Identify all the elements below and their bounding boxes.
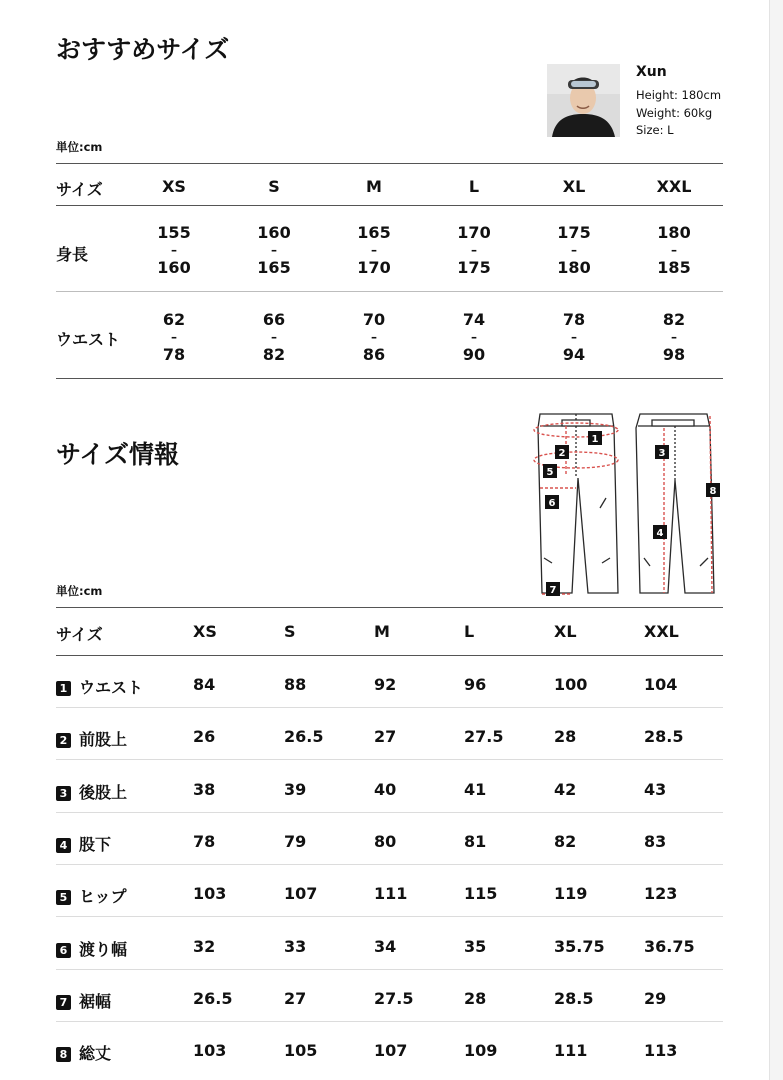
- size-info-cell: 28: [464, 989, 487, 1008]
- size-info-cell: 32: [193, 937, 216, 956]
- measure-name: 総丈: [79, 1044, 112, 1063]
- svg-text:2: 2: [558, 448, 566, 459]
- size-info-cell: 82: [554, 832, 577, 851]
- recommended-header-label: サイズ: [56, 180, 103, 199]
- svg-text:7: 7: [549, 585, 557, 596]
- size-info-cell: 27: [374, 727, 397, 746]
- size-info-cell: 105: [284, 1041, 318, 1060]
- height-range-xxl: 180 – 185: [657, 223, 691, 277]
- size-info-cell: 80: [374, 832, 397, 851]
- size-header-l: L: [468, 177, 480, 196]
- size-header-s: S: [268, 177, 280, 196]
- size-info-title: サイズ情報: [56, 440, 180, 469]
- divider: [56, 812, 723, 813]
- size-info-header-s: S: [284, 622, 296, 641]
- divider: [56, 163, 723, 164]
- height-range-xs: 155 – 160: [157, 223, 191, 277]
- divider: [56, 759, 723, 760]
- svg-text:6: 6: [548, 498, 556, 509]
- divider: [56, 916, 723, 917]
- size-info-cell: 81: [464, 832, 487, 851]
- measure-name: 渡り幅: [79, 940, 128, 959]
- size-info-row-label: [56, 884, 127, 907]
- size-info-cell: 34: [374, 937, 397, 956]
- size-info-cell: 35.75: [554, 937, 605, 956]
- size-info-cell: 109: [464, 1041, 498, 1060]
- size-info-row-label: [56, 780, 127, 803]
- row-label-waist: ウエスト: [56, 330, 121, 349]
- size-info-cell: 83: [644, 832, 667, 851]
- size-info-cell: 104: [644, 675, 678, 694]
- measure-name: 裾幅: [79, 992, 112, 1011]
- size-info-cell: 84: [193, 675, 216, 694]
- measure-number-badge: 3: [56, 786, 71, 801]
- height-range-m: 165 – 170: [357, 223, 391, 277]
- svg-text:8: 8: [709, 486, 717, 497]
- size-info-cell: 100: [554, 675, 588, 694]
- size-info-cell: 26.5: [193, 989, 233, 1008]
- waist-range-xxl: 82 – 98: [662, 310, 686, 364]
- size-info-cell: 92: [374, 675, 397, 694]
- size-info-header-xl: XL: [554, 622, 577, 641]
- size-info-header-xs: XS: [193, 622, 217, 641]
- divider: [56, 707, 723, 708]
- size-info-cell: 107: [374, 1041, 408, 1060]
- size-info-cell: 88: [284, 675, 307, 694]
- size-header-xxl: XXL: [656, 177, 692, 196]
- measure-name: 後股上: [79, 783, 128, 802]
- svg-text:3: 3: [658, 448, 666, 459]
- size-info-cell: 27: [284, 989, 307, 1008]
- size-info-header-xxl: XXL: [644, 622, 679, 641]
- size-info-row-label: [56, 727, 127, 750]
- waist-range-m: 70 – 86: [362, 310, 386, 364]
- height-range-l: 170 – 175: [457, 223, 491, 277]
- size-info-row-label: [56, 1041, 111, 1064]
- size-header-xl: XL: [562, 177, 586, 196]
- divider: [56, 291, 723, 292]
- height-range-xl: 175 – 180: [557, 223, 591, 277]
- size-info-cell: 119: [554, 884, 588, 903]
- waist-range-l: 74 – 90: [462, 310, 486, 364]
- measure-number-badge: 7: [56, 995, 71, 1010]
- model-height: Height: 180cm: [636, 88, 722, 102]
- size-info-cell: 107: [284, 884, 318, 903]
- size-info-cell: 123: [644, 884, 678, 903]
- measure-number-badge: 8: [56, 1047, 71, 1062]
- measure-number-badge: 2: [56, 733, 71, 748]
- size-info-row-label: [56, 675, 143, 698]
- pants-measurement-diagram-icon: [522, 408, 727, 603]
- measure-name: 股下: [79, 835, 112, 854]
- size-info-cell: 35: [464, 937, 487, 956]
- svg-text:1: 1: [591, 434, 599, 445]
- size-info-cell: 27.5: [374, 989, 414, 1008]
- model-weight: Weight: 60kg: [636, 106, 713, 120]
- scroll-edge: [770, 0, 783, 1080]
- model-avatar: [547, 64, 620, 137]
- size-info-cell: 28.5: [644, 727, 684, 746]
- size-info-cell: 26.5: [284, 727, 324, 746]
- height-range-s: 160 – 165: [257, 223, 291, 277]
- recommended-unit: 単位:cm: [56, 140, 103, 154]
- size-info-cell: 96: [464, 675, 487, 694]
- divider: [56, 378, 723, 379]
- size-info-cell: 111: [374, 884, 408, 903]
- size-info-cell: 78: [193, 832, 216, 851]
- size-info-header-label: サイズ: [56, 625, 103, 644]
- divider: [56, 205, 723, 206]
- measure-name: 前股上: [79, 730, 128, 749]
- size-info-cell: 41: [464, 780, 487, 799]
- measure-number-badge: 1: [56, 681, 71, 696]
- size-info-cell: 28: [554, 727, 577, 746]
- size-info-cell: 29: [644, 989, 667, 1008]
- size-info-cell: 38: [193, 780, 216, 799]
- model-size: Size: L: [636, 123, 674, 137]
- size-info-cell: 28.5: [554, 989, 594, 1008]
- measure-number-badge: 4: [56, 838, 71, 853]
- size-info-cell: 103: [193, 884, 227, 903]
- size-info-cell: 33: [284, 937, 307, 956]
- measure-number-badge: 6: [56, 943, 71, 958]
- size-info-cell: 103: [193, 1041, 227, 1060]
- waist-range-xl: 78 – 94: [562, 310, 586, 364]
- size-info-row-label: [56, 937, 127, 960]
- divider: [56, 1021, 723, 1022]
- size-info-cell: 36.75: [644, 937, 695, 956]
- recommended-size-title: おすすめサイズ: [56, 35, 230, 64]
- size-info-cell: 111: [554, 1041, 588, 1060]
- divider: [56, 864, 723, 865]
- size-header-xs: XS: [162, 177, 186, 196]
- size-info-header-l: L: [464, 622, 475, 641]
- waist-range-xs: 62 – 78: [162, 310, 186, 364]
- size-info-cell: 27.5: [464, 727, 504, 746]
- size-info-cell: 115: [464, 884, 498, 903]
- measure-name: ヒップ: [79, 887, 127, 906]
- divider: [56, 969, 723, 970]
- size-info-cell: 40: [374, 780, 397, 799]
- size-info-cell: 43: [644, 780, 667, 799]
- measure-name: ウエスト: [79, 678, 144, 697]
- size-info-row-label: [56, 989, 111, 1012]
- size-info-cell: 42: [554, 780, 577, 799]
- svg-text:5: 5: [546, 467, 554, 478]
- svg-text:4: 4: [656, 528, 664, 539]
- model-name: Xun: [636, 64, 667, 80]
- size-info-row-label: [56, 832, 111, 855]
- waist-range-s: 66 – 82: [262, 310, 286, 364]
- size-info-unit: 単位:cm: [56, 584, 103, 598]
- measure-number-badge: 5: [56, 890, 71, 905]
- row-label-height: 身長: [56, 245, 89, 264]
- size-info-cell: 79: [284, 832, 307, 851]
- size-info-cell: 113: [644, 1041, 678, 1060]
- divider: [56, 607, 723, 608]
- model-photo-icon: [547, 64, 620, 137]
- size-header-m: M: [366, 177, 382, 196]
- size-info-header-m: M: [374, 622, 390, 641]
- divider: [56, 655, 723, 656]
- size-info-cell: 26: [193, 727, 216, 746]
- size-info-cell: 39: [284, 780, 307, 799]
